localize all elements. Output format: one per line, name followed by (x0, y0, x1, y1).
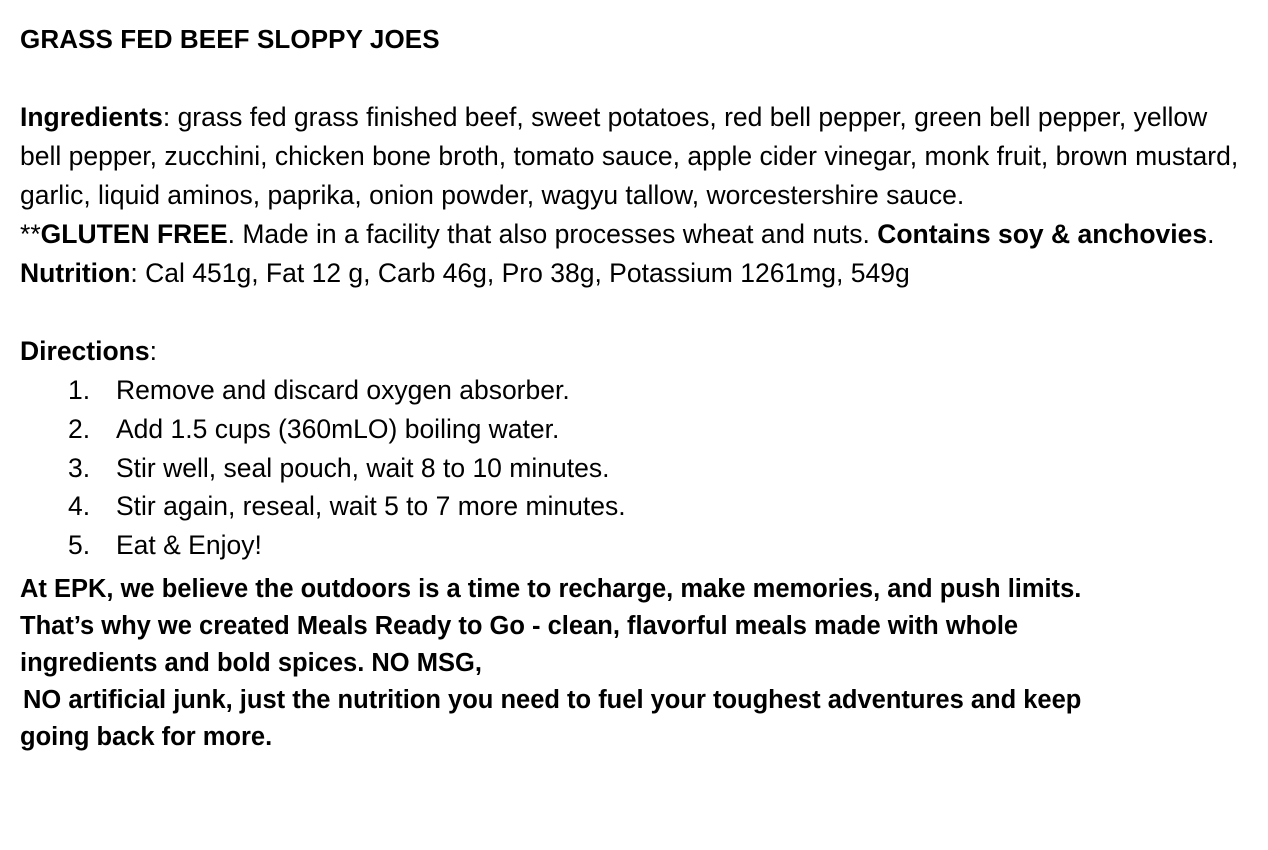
allergen-paragraph (20, 215, 1248, 254)
closing-line: That’s why we created Meals Ready to Go - clean, flavorful meals made with whole (20, 611, 1019, 640)
closing-line: NO artificial junk, just the nutrition you need to fuel your toughest adventures and keep (23, 685, 1082, 714)
step-number: 5. (68, 530, 91, 561)
list-item (20, 526, 1248, 565)
nutrition-label: Nutrition (20, 258, 131, 288)
directions-heading (20, 332, 1248, 371)
ingredients-paragraph (20, 98, 1248, 215)
directions-label: Directions (20, 336, 150, 366)
contains-label: Contains soy & anchovies (877, 219, 1208, 249)
directions-list (20, 371, 1248, 565)
allergen-prefix: ** (20, 219, 41, 249)
page-title: GRASS FED BEEF SLOPPY JOES (20, 24, 440, 54)
nutrition-separator: : (130, 258, 138, 288)
spacer (20, 293, 1248, 332)
nutrition-paragraph (20, 254, 1248, 293)
list-item (20, 371, 1248, 410)
ingredients-separator: : (162, 102, 171, 132)
step-text: Stir well, seal pouch, wait 8 to 10 minutes. (116, 452, 610, 483)
closing-line: ingredients and bold spices. NO MSG, (20, 648, 482, 677)
ingredients-label: Ingredients (20, 102, 163, 132)
step-text: Stir again, reseal, wait 5 to 7 more minutes. (116, 491, 626, 522)
nutrition-text: Cal 451g, Fat 12 g, Carb 46g, Pro 38g, Potassium 1261mg, 549g (137, 258, 910, 288)
step-text: Eat & Enjoy! (116, 530, 262, 561)
step-number: 1. (68, 375, 91, 405)
closing-line: going back for more. (20, 722, 273, 751)
step-number: 4. (68, 491, 91, 522)
step-number: 2. (68, 413, 91, 444)
closing-statement (20, 571, 1248, 756)
gluten-free-label: GLUTEN FREE (40, 219, 228, 249)
ingredients-text: grass fed grass finished beef, sweet potatoes, red bell pepper, green bell pepper, yellow bell pepper, zucchini, chicken bone broth, tomato sauce, apple cider vinegar, monk fruit, brown mustard, garlic, liquid aminos, paprika, onion powder, wagyu tallow, worcestershire sauce. (20, 102, 1239, 210)
directions-separator: : (149, 336, 157, 366)
allergen-facility-text: . Made in a facility that also processes wheat and nuts. (227, 219, 878, 249)
list-item (20, 487, 1248, 526)
step-number: 3. (68, 452, 91, 483)
list-item (20, 449, 1248, 488)
step-text: Remove and discard oxygen absorber. (116, 375, 570, 405)
step-text: Add 1.5 cups (360mLO) boiling water. (116, 413, 560, 444)
list-item (20, 410, 1248, 449)
closing-line: At EPK, we believe the outdoors is a time to recharge, make memories, and push limits. (20, 574, 1082, 603)
allergen-end: . (1207, 219, 1215, 249)
